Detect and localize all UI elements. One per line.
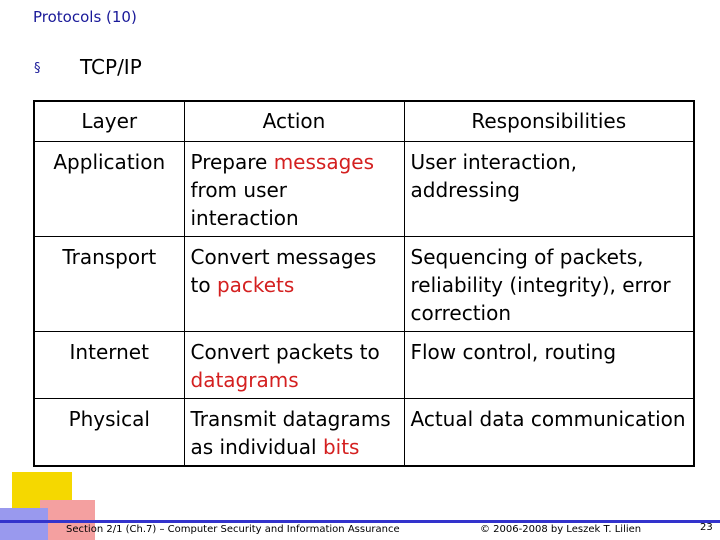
highlighted-term: datagrams (190, 368, 299, 392)
action-cell (184, 399, 404, 467)
table-row (34, 142, 694, 237)
page-number: 23 (700, 522, 713, 533)
highlighted-term: packets (216, 273, 295, 297)
layer-cell: Transport (34, 237, 184, 332)
action-text: Convert messages to (190, 245, 377, 297)
deco-blue-line (0, 520, 720, 523)
layer-cell: Internet (34, 332, 184, 399)
table-row (34, 237, 694, 332)
deco-blue-block (0, 508, 48, 540)
action-text: Convert packets to (190, 340, 380, 364)
table-row (34, 332, 694, 399)
responsibility-cell: Flow control, routing (404, 332, 694, 399)
protocol-table (33, 100, 695, 467)
layer-cell: Physical (34, 399, 184, 467)
action-text: from user interaction (190, 178, 299, 230)
slide-title: Protocols (10) (33, 8, 137, 26)
responsibility-cell: Sequencing of packets, reliability (integrity), error correction (404, 237, 694, 332)
header-layer: Layer (34, 101, 184, 142)
table-row (34, 399, 694, 467)
layer-cell: Application (34, 142, 184, 237)
responsibility-cell: User interaction, addressing (404, 142, 694, 237)
highlighted-term: messages (273, 150, 375, 174)
footer-copyright: © 2006-2008 by Leszek T. Lilien (480, 524, 642, 535)
table-header-row (34, 101, 694, 142)
bullet-icon: § (34, 61, 41, 76)
header-responsibilities: Responsibilities (404, 101, 694, 142)
action-text: Prepare (190, 150, 274, 174)
action-cell (184, 142, 404, 237)
action-cell (184, 237, 404, 332)
header-action: Action (184, 101, 404, 142)
highlighted-term: bits (322, 435, 360, 459)
footer-section: Section 2/1 (Ch.7) – Computer Security and Information Assurance (66, 524, 400, 535)
action-text: Transmit datagrams as individual (190, 407, 391, 459)
responsibility-cell: Actual data communication (404, 399, 694, 467)
action-cell (184, 332, 404, 399)
subtitle: TCP/IP (80, 55, 142, 79)
